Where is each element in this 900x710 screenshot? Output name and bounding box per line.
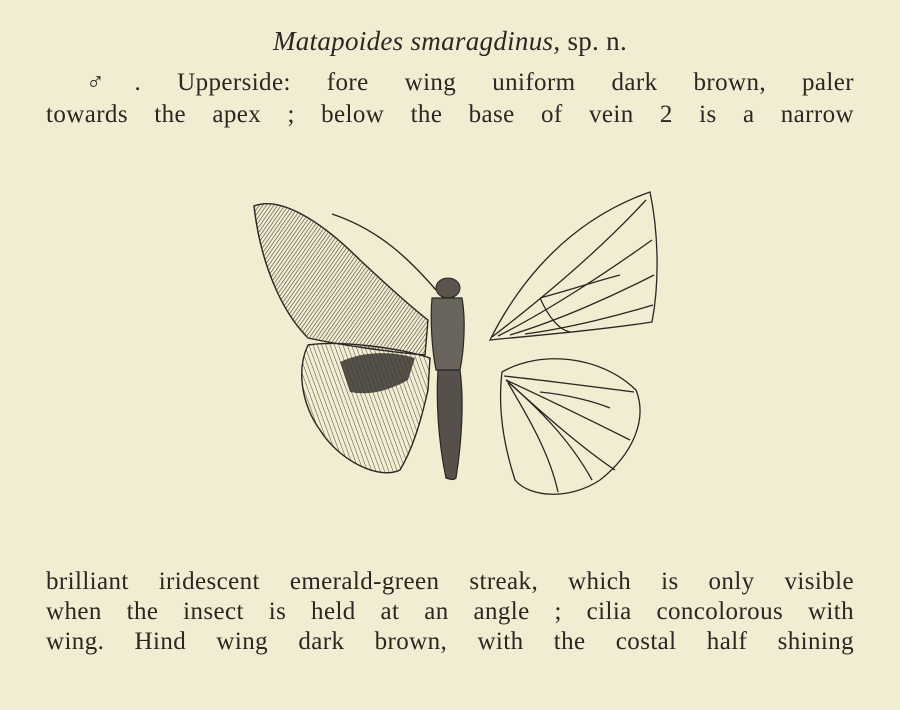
- text-line-4: when the insect is held at an angle ; cilia concolorous with: [46, 598, 854, 625]
- text-line-1: ♂. Upperside: fore wing uniform dark brown, paler: [86, 69, 854, 96]
- shaded-butterfly: [254, 204, 464, 480]
- hind-wing-outline: [501, 359, 640, 495]
- head: [436, 278, 460, 298]
- text-line-2: towards the apex ; below the base of vein 2 is a narrow: [46, 101, 854, 128]
- venation-diagram: [490, 192, 657, 494]
- species-suffix: sp. n.: [567, 26, 628, 56]
- fore-wing-shaded: [254, 204, 428, 355]
- text-line-3: brilliant iridescent emerald-green streak, which is only visible: [46, 568, 854, 595]
- thorax: [431, 298, 464, 370]
- species-name: Matapoides smaragdinus,: [272, 26, 561, 56]
- butterfly-figure: [240, 180, 670, 500]
- species-heading: [0, 26, 900, 57]
- text-line-5: wing. Hind wing dark brown, with the costal half shining: [46, 628, 854, 655]
- abdomen: [437, 370, 462, 480]
